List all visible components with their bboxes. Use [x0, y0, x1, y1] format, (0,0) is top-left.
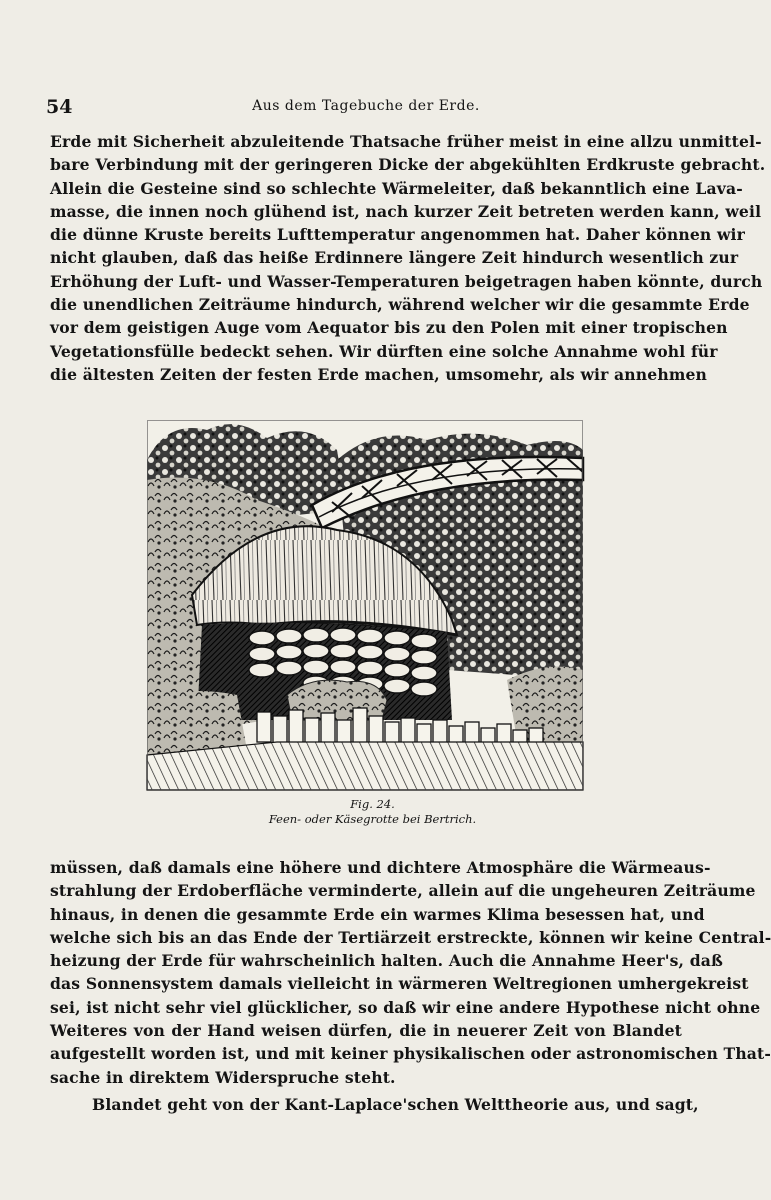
text-line: die unendlichen Zeiträume hindurch, während welcher wir die gesammte Erde: [50, 295, 750, 315]
text-line: Erhöhung der Luft- und Wasser-Temperaturen beigetragen haben könnte, durch: [50, 271, 763, 291]
page-header: [46, 96, 686, 120]
text-line: Allein die Gesteine sind so schlechte Wärmeleiter, daß bekanntlich eine Lava-: [50, 178, 743, 198]
figure-number: Fig. 24.: [350, 797, 395, 811]
text-line: aufgestellt worden ist, und mit keiner physikalischen oder astronomischen That-: [50, 1044, 771, 1064]
text-line: hinaus, in denen die gesammte Erde ein warmes Klima besessen hat, und: [50, 904, 705, 924]
ground-slabs: [147, 742, 583, 790]
text-line: Vegetationsfülle bedeckt sehen. Wir dürften eine solche Annahme wohl für: [50, 341, 718, 361]
text-line: nicht glauben, daß das heiße Erdinnere längere Zeit hindurch wesentlich zur: [50, 248, 739, 268]
text-line: müssen, daß damals eine höhere und dichtere Atmosphäre die Wärmeaus-: [50, 858, 711, 877]
text-line: sei, ist nicht sehr viel glücklicher, so daß wir eine andere Hypothese nicht ohne: [50, 997, 761, 1017]
figure-illustration: [147, 420, 583, 790]
text-line: die ältesten Zeiten der festen Erde machen, umsomehr, als wir annehmen: [50, 364, 708, 384]
text-line: Weiteres von der Hand weisen dürfen, die in neuerer Zeit von Blandet: [50, 1021, 682, 1041]
paragraph-top: [50, 130, 766, 386]
text-line: sache in direktem Widerspruche steht.: [50, 1067, 396, 1087]
text-line: heizung der Erde für wahrscheinlich halten. Auch die Annahme Heer's, daß: [50, 951, 724, 971]
page-number: 54: [46, 96, 73, 118]
text-line: Blandet geht von der Kant-Laplace'schen Welttheorie aus, und sagt,: [92, 1095, 699, 1114]
text-line: die dünne Kruste bereits Lufttemperatur angenommen hat. Daher können wir: [50, 225, 745, 245]
text-line: bare Verbindung mit der geringeren Dicke der abgekühlten Erdkruste gebracht.: [50, 155, 766, 175]
text-line: masse, die innen noch glühend ist, nach kurzer Zeit betreten werden kann, weil: [50, 201, 762, 221]
text-line: welche sich bis an das Ende der Tertiärzeit erstreckte, können wir keine Central-: [50, 927, 771, 947]
text-line: strahlung der Erdoberfläche verminderte, allein auf die ungeheuren Zeiträume: [50, 881, 756, 901]
text-line: vor dem geistigen Auge vom Aequator bis zu den Polen mit einer tropischen: [50, 318, 728, 338]
grotto-engraving: [147, 420, 583, 790]
paragraph-middle: [50, 856, 771, 1089]
text-line: Erde mit Sicherheit abzuleitende Thatsache früher meist in eine allzu unmittel-: [50, 132, 762, 151]
text-line: das Sonnensystem damals vielleicht in wärmeren Weltregionen umhergekreist: [50, 974, 749, 994]
running-title: Aus dem Tagebuche der Erde.: [252, 98, 480, 114]
figure-caption: Feen- oder Käsegrotte bei Bertrich.: [268, 812, 477, 826]
paragraph-bottom: [50, 1093, 699, 1116]
